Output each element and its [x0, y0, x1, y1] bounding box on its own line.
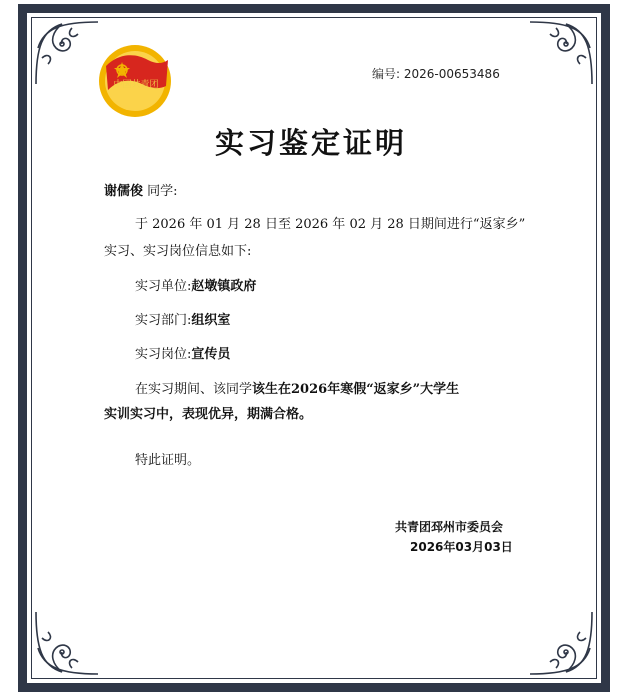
dept-line: [135, 309, 230, 328]
certificate-number-label: 编号:: [372, 67, 401, 81]
recipient-suffix: 同学:: [147, 184, 178, 199]
recipient-line: [104, 180, 178, 199]
emblem-text: 中国共青团: [113, 80, 159, 90]
ornament-corner-icon: [32, 18, 102, 88]
issue-date: 2026年03月03日: [410, 540, 513, 554]
issuer-name: 共青团邳州市委员会: [395, 520, 504, 534]
certificate-number-value: 2026-00653486: [403, 67, 500, 81]
unit-label: 实习单位:: [135, 279, 192, 294]
evaluation-line-2: [104, 403, 312, 422]
evaluation-bold-2: 实训实习中，表现优异，期满合格。: [104, 407, 313, 422]
recipient-name: 谢儒俊: [104, 184, 144, 199]
youth-league-emblem-icon: [96, 42, 174, 120]
closing-text: 特此证明。: [135, 453, 201, 468]
post-line: [135, 343, 230, 362]
post-label: 实习岗位:: [135, 347, 192, 362]
unit-value: 赵墩镇政府: [191, 279, 257, 294]
period-line-2: 实习、实习岗位信息如下:: [104, 244, 252, 259]
evaluation-prefix: 在实习期间、该同学: [135, 382, 253, 397]
ornament-corner-icon: [526, 608, 596, 678]
unit-line: [135, 275, 256, 294]
evaluation-line-1: [135, 378, 459, 397]
dept-value: 组织室: [191, 313, 231, 328]
post-value: 宣传员: [191, 347, 231, 362]
dept-label: 实习部门:: [135, 313, 192, 328]
ornament-corner-icon: [32, 608, 102, 678]
certificate-number: [372, 65, 500, 82]
evaluation-bold-1: 该生在2026年寒假“返家乡”大学生: [252, 382, 460, 397]
ornament-corner-icon: [526, 18, 596, 88]
period-line-1: 于 2026 年 01 月 28 日至 2026 年 02 月 28 日期间进行“返家乡”: [135, 217, 526, 232]
certificate-title: 实习鉴定证明: [214, 126, 407, 160]
